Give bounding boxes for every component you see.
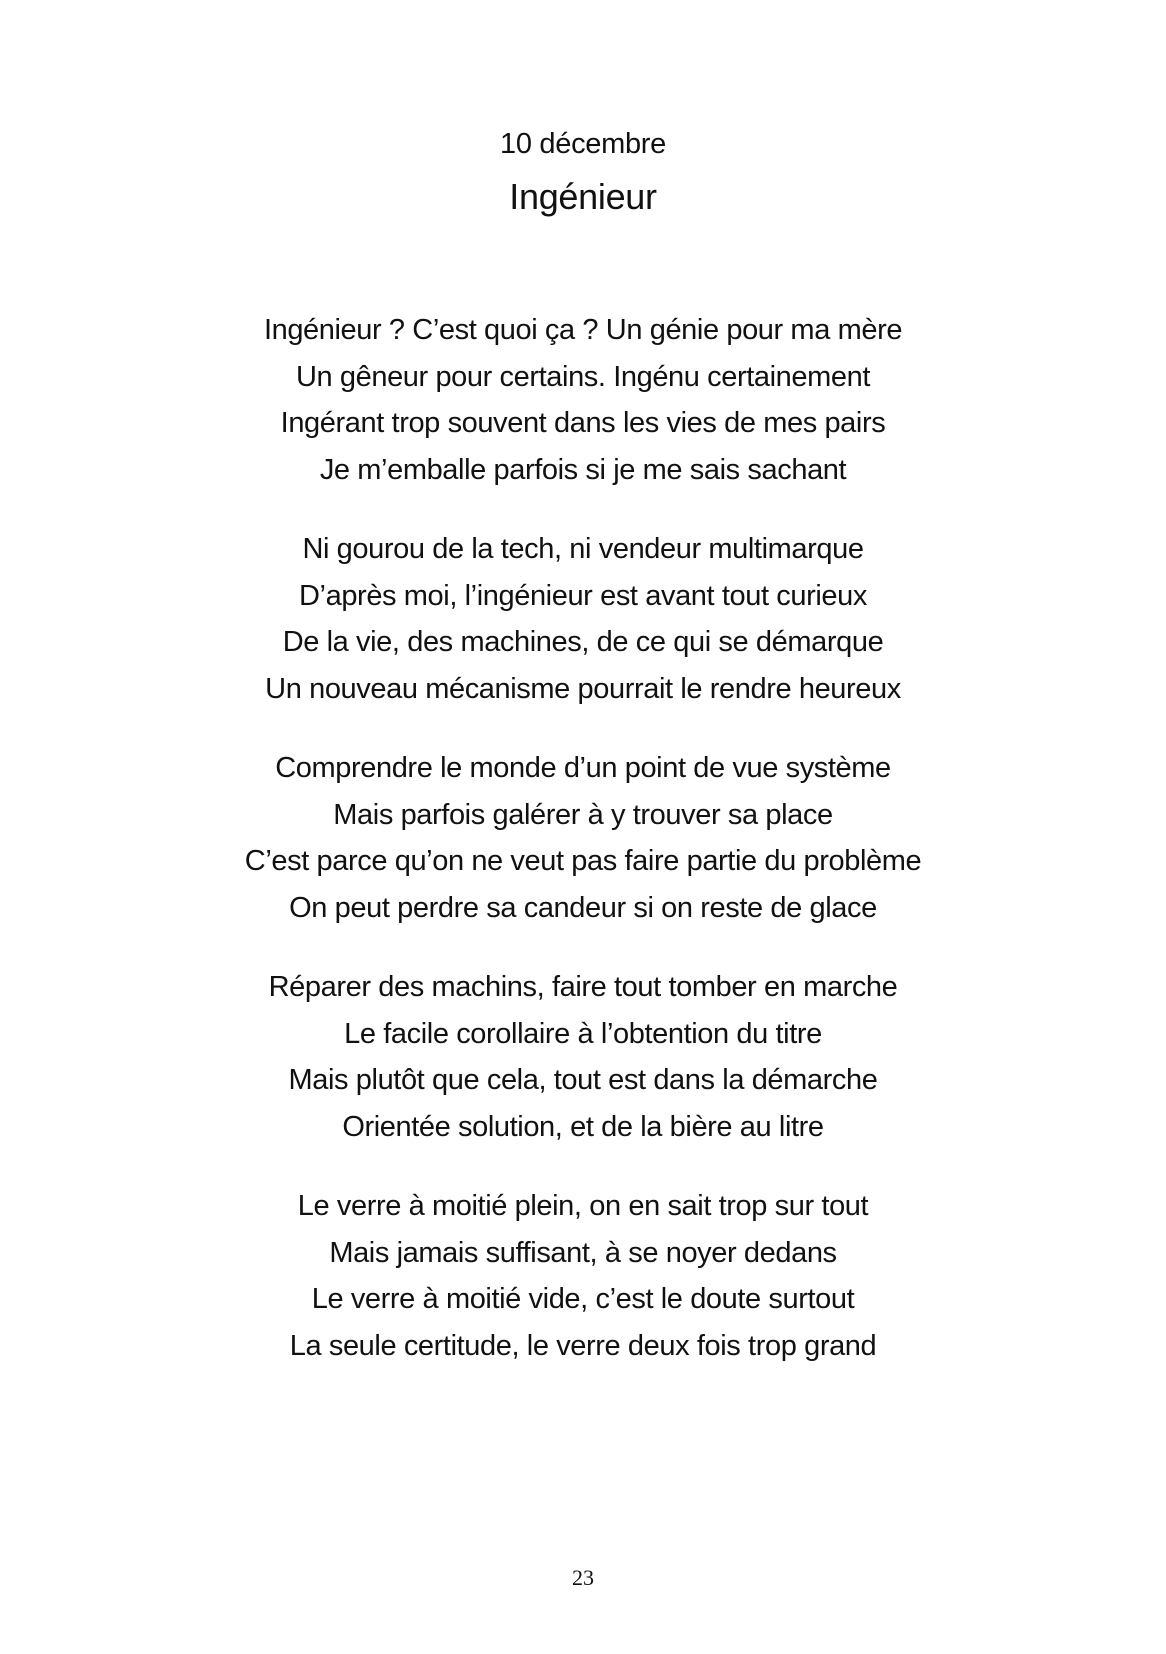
poem-line: Je m’emballe parfois si je me sais sachant bbox=[319, 453, 847, 486]
poem-date: 10 décembre bbox=[500, 128, 666, 160]
poem-line: La seule certitude, le verre deux fois trop grand bbox=[289, 1329, 877, 1362]
stanza bbox=[0, 526, 1166, 712]
poem-line: Un gêneur pour certains. Ingénu certainement bbox=[295, 360, 871, 393]
poem-line: Comprendre le monde d’un point de vue système bbox=[275, 752, 891, 784]
poem-line: Orientée solution, et de la bière au litre bbox=[342, 1110, 824, 1143]
poem-line: Le verre à moitié plein, on en sait trop sur tout bbox=[297, 1190, 869, 1222]
poem-line: Ni gourou de la tech, ni vendeur multimarque bbox=[302, 533, 864, 565]
page-number: 23 bbox=[572, 1565, 594, 1590]
poem-line: De la vie, des machines, de ce qui se démarque bbox=[282, 626, 884, 658]
poem-line: Un nouveau mécanisme pourrait le rendre heureux bbox=[265, 672, 901, 705]
poem-line: Mais plutôt que cela, tout est dans la démarche bbox=[288, 1064, 878, 1096]
poem-line: Réparer des machins, faire tout tomber en marche bbox=[268, 971, 898, 1003]
poem-line: Mais parfois galérer à y trouver sa place bbox=[333, 798, 833, 831]
poem-line: D’après moi, l’ingénieur est avant tout curieux bbox=[299, 579, 867, 612]
poem-line: On peut perdre sa candeur si on reste de glace bbox=[289, 891, 877, 924]
stanza bbox=[0, 964, 1166, 1150]
stanza bbox=[0, 1183, 1166, 1369]
poem-line: Le verre à moitié vide, c’est le doute surtout bbox=[311, 1283, 855, 1315]
poem-line: Ingénieur ? C’est quoi ça ? Un génie pour ma mère bbox=[263, 314, 903, 346]
stanza bbox=[0, 307, 1166, 493]
poem-line: Le facile corollaire à l’obtention du titre bbox=[344, 1017, 822, 1050]
poem-body bbox=[0, 307, 1166, 1402]
poem-title: Ingénieur bbox=[509, 176, 657, 217]
poem-line: Ingérant trop souvent dans les vies de mes pairs bbox=[280, 407, 886, 439]
poem-line: Mais jamais suffisant, à se noyer dedans bbox=[329, 1236, 837, 1269]
poem-line: C’est parce qu’on ne veut pas faire partie du problème bbox=[244, 845, 922, 877]
stanza bbox=[0, 745, 1166, 931]
